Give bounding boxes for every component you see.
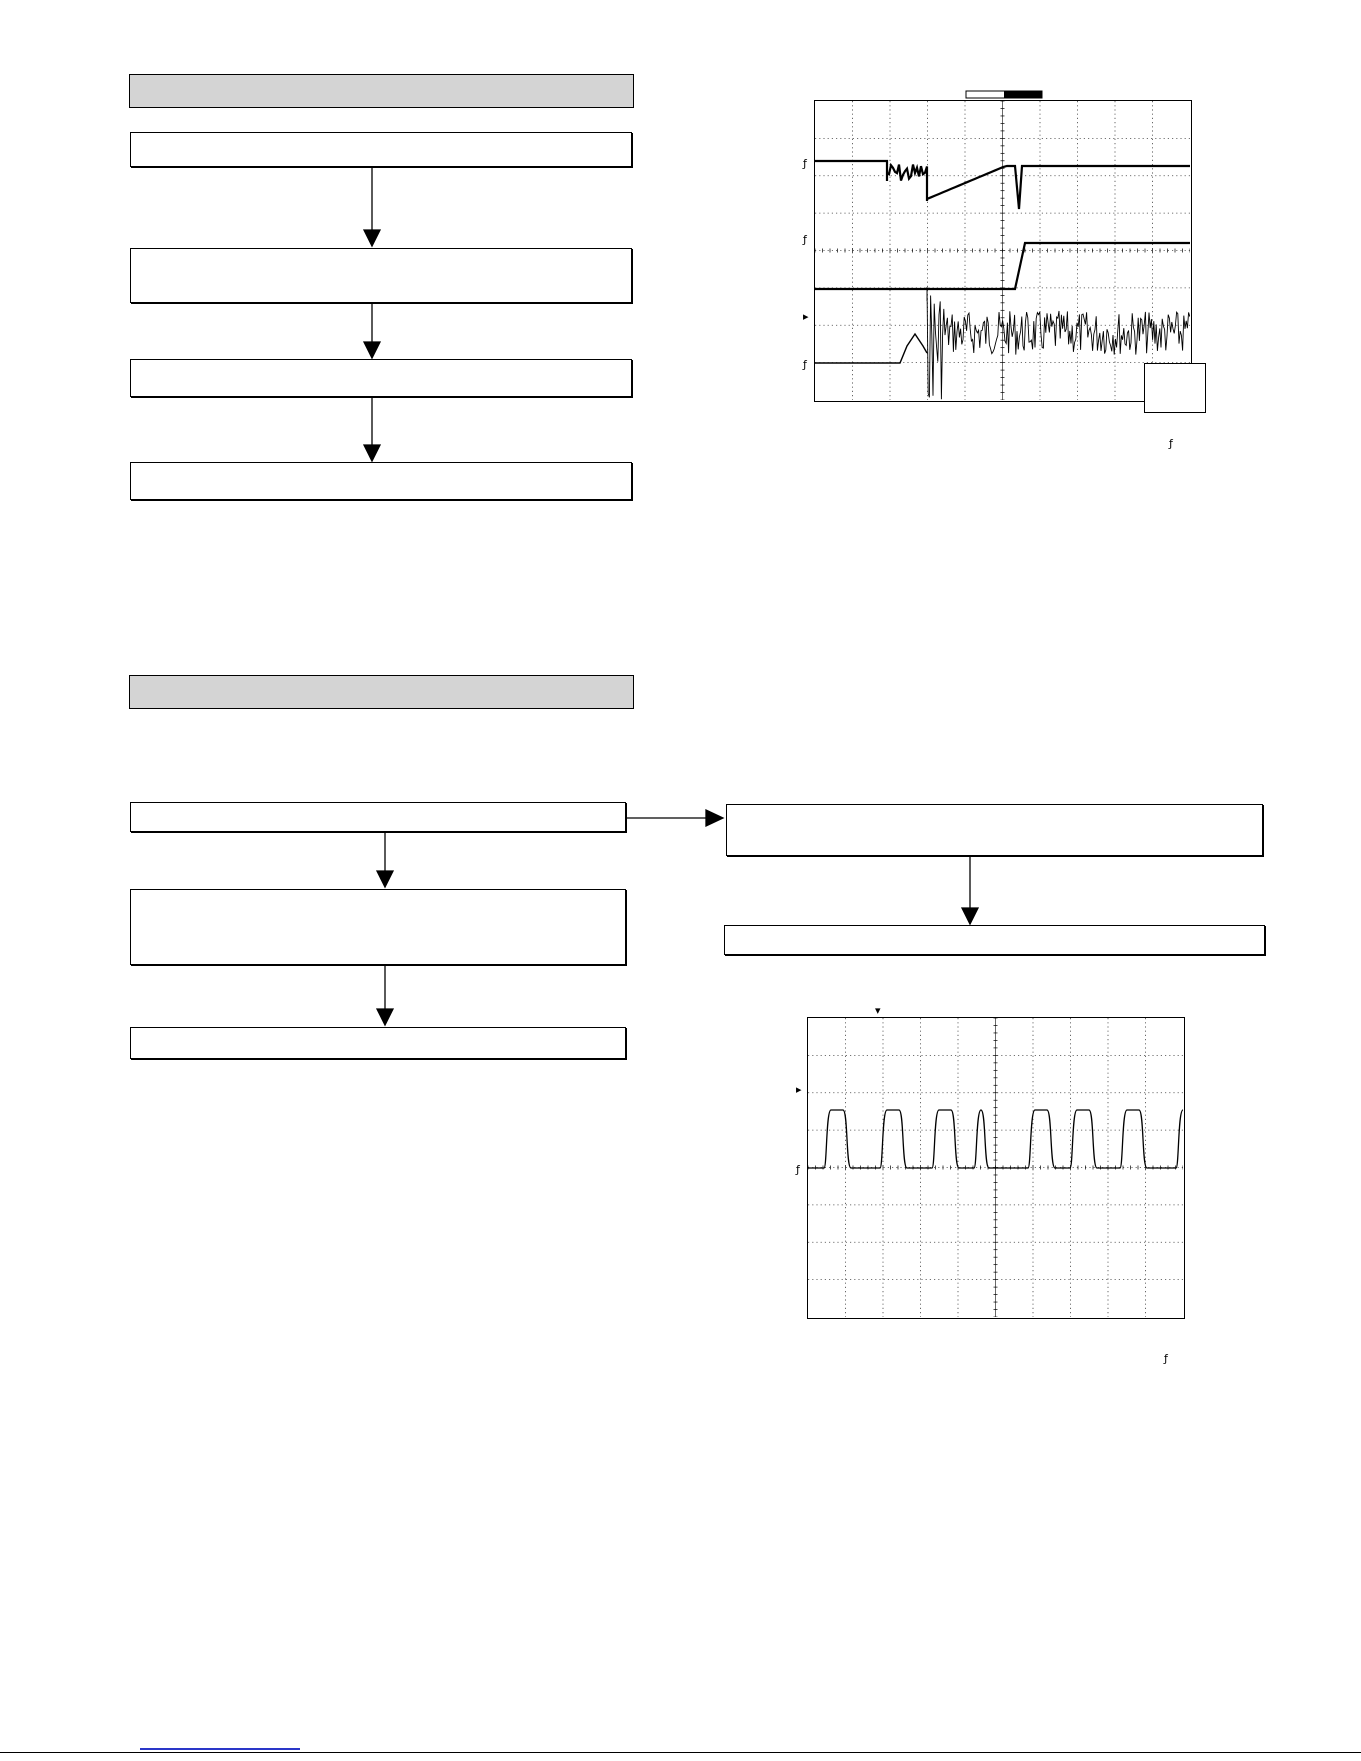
footer-rule xyxy=(0,1752,1361,1753)
scope-grid xyxy=(815,101,1190,400)
channel-1-marker: ƒ xyxy=(803,157,807,170)
scope-2-corner-marker: ƒ xyxy=(1164,1352,1168,1365)
oscilloscope-trace-2 xyxy=(807,1017,1185,1319)
trigger-position-marker: ▾ xyxy=(875,1004,881,1017)
footer-link-underline xyxy=(140,1748,300,1750)
channel-2-marker: ƒ xyxy=(803,233,807,246)
channel-3-marker: ƒ xyxy=(803,358,807,371)
trigger-marker: ▸ xyxy=(803,310,809,323)
scope-1-note-box xyxy=(1144,363,1206,413)
trace-3-line xyxy=(815,334,927,363)
channel-1-marker: ƒ xyxy=(796,1163,800,1176)
oscilloscope-trace-1 xyxy=(814,100,1192,402)
scope-1-corner-marker: ƒ xyxy=(1169,437,1173,450)
trigger-level-marker: ▸ xyxy=(796,1083,802,1096)
